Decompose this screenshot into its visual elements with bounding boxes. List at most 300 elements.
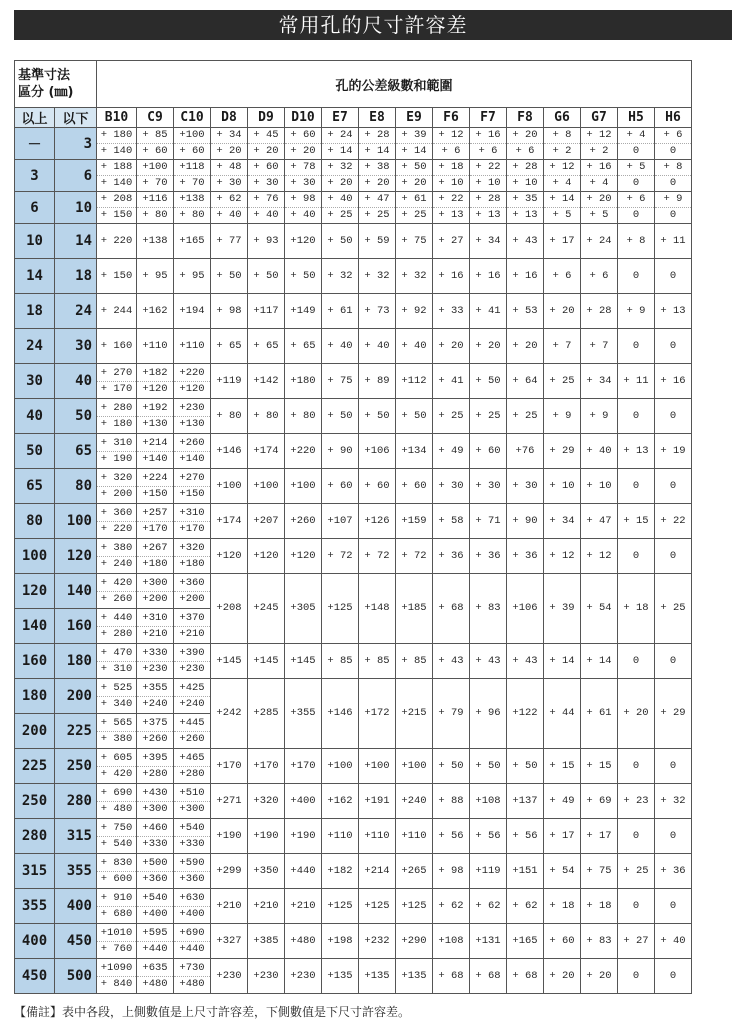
grade-header: E7 (322, 108, 359, 128)
tolerance-cell: + 6 (544, 259, 581, 294)
tolerance-cell (137, 784, 174, 819)
tolerance-cell: +125 (359, 889, 396, 924)
tolerance-cell (248, 192, 285, 224)
upper-tolerance: + 180 (97, 128, 136, 144)
tolerance-cell: +190 (285, 819, 322, 854)
lower-tolerance: +150 (179, 487, 205, 500)
lower-tolerance: + 840 (100, 977, 133, 990)
base-size-unit-label: 區分 (㎜) (18, 85, 74, 100)
tolerance-cell (97, 784, 137, 819)
upper-tolerance: + 50 (396, 160, 432, 176)
upper-tolerance: + 420 (97, 576, 136, 592)
tolerance-cell: + 50 (396, 399, 433, 434)
lower-tolerance: + 6 (441, 145, 461, 157)
table-row (15, 749, 692, 784)
tolerance-cell (174, 539, 211, 574)
tolerance-cell: + 54 (581, 574, 618, 644)
grade-header: E9 (396, 108, 433, 128)
lower-tolerance: + 13 (438, 209, 464, 221)
tolerance-cell: + 6 (581, 259, 618, 294)
tolerance-cell: + 15 (544, 749, 581, 784)
tolerance-cell: + 40 (581, 434, 618, 469)
upper-tolerance: + 9 (655, 192, 691, 208)
size-over: 18 (15, 294, 55, 329)
size-upto: 120 (55, 539, 97, 574)
upper-tolerance: + 270 (97, 366, 136, 382)
upper-tolerance: +300 (137, 576, 173, 592)
lower-tolerance: + 25 (364, 209, 390, 221)
upper-tolerance: +360 (174, 576, 210, 592)
upper-tolerance: + 35 (507, 192, 543, 208)
tolerance-cell: + 16 (507, 259, 544, 294)
tolerance-cell: +215 (396, 679, 433, 749)
tolerance-cell (137, 714, 174, 749)
lower-tolerance: + 60 (179, 145, 205, 157)
tolerance-cell: +110 (359, 819, 396, 854)
lower-tolerance: +200 (142, 592, 168, 605)
tolerance-cell: +400 (285, 784, 322, 819)
table-row (15, 784, 692, 819)
upper-tolerance: + 605 (97, 751, 136, 767)
tolerance-cell: +480 (285, 924, 322, 959)
lower-tolerance: +180 (179, 557, 205, 570)
lower-tolerance: + 140 (100, 145, 133, 157)
tolerance-cell (174, 434, 211, 469)
tolerance-cell (97, 714, 137, 749)
tolerance-cell (322, 160, 359, 192)
tolerance-cell: + 36 (433, 539, 470, 574)
size-upto: 10 (55, 192, 97, 224)
lower-tolerance: + 10 (512, 177, 538, 189)
tolerance-cell: + 25 (507, 399, 544, 434)
size-over: 14 (15, 259, 55, 294)
table-row (15, 469, 692, 504)
tolerance-cell: +110 (396, 819, 433, 854)
size-over: 250 (15, 784, 55, 819)
size-over: 140 (15, 609, 55, 644)
lower-tolerance: + 20 (327, 177, 353, 189)
tolerance-cell (174, 574, 211, 609)
upper-tolerance: +260 (174, 436, 210, 452)
upper-tolerance: + 18 (433, 160, 469, 176)
tolerance-cell: + 80 (248, 399, 285, 434)
tolerance-cell (174, 364, 211, 399)
upper-tolerance: + 16 (470, 128, 506, 144)
upper-tolerance: + 60 (248, 160, 284, 176)
size-upto: 3 (55, 128, 97, 160)
lower-tolerance: 0 (669, 177, 677, 189)
lower-tolerance: + 190 (100, 452, 133, 465)
tolerance-cell: 0 (618, 749, 655, 784)
tolerance-cell: + 27 (618, 924, 655, 959)
tolerance-cell: + 72 (322, 539, 359, 574)
upper-tolerance: +310 (174, 506, 210, 522)
tolerance-cell: + 90 (322, 434, 359, 469)
tolerance-cell (97, 434, 137, 469)
upper-tolerance: +595 (137, 926, 173, 942)
tolerance-cell (97, 854, 137, 889)
table-row (15, 259, 692, 294)
table-row (15, 679, 692, 714)
upper-tolerance: + 20 (507, 128, 543, 144)
upper-tolerance: +630 (174, 891, 210, 907)
tolerance-cell: +112 (396, 364, 433, 399)
tolerance-cell: +125 (396, 889, 433, 924)
upper-tolerance: + 38 (359, 160, 395, 176)
upper-tolerance: +224 (137, 471, 173, 487)
tolerance-cell: +165 (507, 924, 544, 959)
upper-tolerance: +1010 (97, 926, 136, 942)
lower-tolerance: +440 (142, 942, 168, 955)
lower-tolerance: + 20 (253, 145, 279, 157)
tolerance-cell (174, 889, 211, 924)
lower-tolerance: + 220 (100, 522, 133, 535)
tolerance-cell: + 39 (544, 574, 581, 644)
upper-tolerance: +590 (174, 856, 210, 872)
tolerance-cell: +149 (285, 294, 322, 329)
tolerance-cell (137, 574, 174, 609)
upper-tolerance: +500 (137, 856, 173, 872)
size-over: 180 (15, 679, 55, 714)
tolerance-cell: + 56 (470, 819, 507, 854)
size-upto: 14 (55, 224, 97, 259)
lower-tolerance: + 140 (100, 177, 133, 189)
size-upto: 18 (55, 259, 97, 294)
lower-tolerance: + 60 (142, 145, 168, 157)
upper-tolerance: +395 (137, 751, 173, 767)
upper-tolerance: + 32 (322, 160, 358, 176)
lower-tolerance: +480 (179, 977, 205, 990)
upper-tolerance: +182 (137, 366, 173, 382)
upper-tolerance: + 48 (211, 160, 247, 176)
tolerance-cell: + 62 (507, 889, 544, 924)
tolerance-cell (97, 128, 137, 160)
tolerance-cell (396, 160, 433, 192)
tolerance-cell: +210 (211, 889, 248, 924)
size-over: 6 (15, 192, 55, 224)
lower-tolerance: +280 (179, 767, 205, 780)
lower-tolerance: +180 (142, 557, 168, 570)
table-row (15, 294, 692, 329)
tolerance-cell: +385 (248, 924, 285, 959)
size-upto: 250 (55, 749, 97, 784)
tolerance-cell: +162 (322, 784, 359, 819)
size-over: 280 (15, 819, 55, 854)
lower-tolerance: + 20 (401, 177, 427, 189)
tolerance-cell: + 95 (137, 259, 174, 294)
upper-tolerance: + 12 (581, 128, 617, 144)
tolerance-cell: + 50 (359, 399, 396, 434)
upper-tolerance: + 8 (655, 160, 691, 176)
upper-tolerance: + 76 (248, 192, 284, 208)
tolerance-cell (174, 128, 211, 160)
tolerance-cell (137, 160, 174, 192)
tolerance-cell: +135 (322, 959, 359, 994)
tolerance-cell: +125 (322, 889, 359, 924)
size-over: 100 (15, 539, 55, 574)
tolerance-cell: +207 (248, 504, 285, 539)
tolerance-cell: + 47 (581, 504, 618, 539)
size-over: 120 (15, 574, 55, 609)
lower-tolerance: + 680 (100, 907, 133, 920)
lower-tolerance: + 2 (589, 145, 609, 157)
tolerance-cell (137, 504, 174, 539)
tolerance-cell (137, 924, 174, 959)
tolerance-cell (137, 192, 174, 224)
tolerance-cell (137, 128, 174, 160)
tolerance-cell: +122 (507, 679, 544, 749)
tolerance-cell (174, 819, 211, 854)
lower-tolerance: + 14 (327, 145, 353, 157)
tolerance-cell: + 20 (544, 959, 581, 994)
tolerance-cell (507, 160, 544, 192)
tolerance-cell: + 83 (581, 924, 618, 959)
lower-tolerance: +130 (179, 417, 205, 430)
upper-tolerance: + 12 (433, 128, 469, 144)
tolerance-table (14, 60, 692, 994)
table-row (15, 504, 692, 539)
lower-tolerance: + 14 (364, 145, 390, 157)
tolerance-cell (655, 160, 692, 192)
tolerance-cell: +138 (137, 224, 174, 259)
grade-header: G7 (581, 108, 618, 128)
size-upto: 40 (55, 364, 97, 399)
tolerance-cell: + 10 (544, 469, 581, 504)
lower-tolerance: + 540 (100, 837, 133, 850)
upto-header: 以下 (55, 108, 97, 128)
size-upto: 140 (55, 574, 97, 609)
lower-tolerance: +230 (179, 662, 205, 675)
tolerance-cell: + 65 (248, 329, 285, 364)
lower-tolerance: +360 (142, 872, 168, 885)
tolerance-cell: +145 (285, 644, 322, 679)
lower-tolerance: + 20 (290, 145, 316, 157)
lower-tolerance: + 14 (401, 145, 427, 157)
tolerance-cell: +119 (211, 364, 248, 399)
tolerance-cell: + 10 (581, 469, 618, 504)
lower-tolerance: + 70 (142, 177, 168, 189)
upper-tolerance: + 188 (97, 160, 136, 176)
tolerance-cell: + 77 (211, 224, 248, 259)
tolerance-cell (174, 399, 211, 434)
lower-tolerance: +440 (179, 942, 205, 955)
tolerance-cell: + 9 (618, 294, 655, 329)
upper-tolerance: + 470 (97, 646, 136, 662)
tolerance-cell: +146 (322, 679, 359, 749)
tolerance-cell: + 40 (359, 329, 396, 364)
upper-tolerance: + 39 (396, 128, 432, 144)
tolerance-cell: + 68 (433, 959, 470, 994)
grade-header: F7 (470, 108, 507, 128)
tolerance-cell: + 50 (470, 749, 507, 784)
tolerance-cell (97, 749, 137, 784)
size-upto: 200 (55, 679, 97, 714)
tolerance-cell: +134 (396, 434, 433, 469)
tolerance-cell: +320 (248, 784, 285, 819)
size-upto: 160 (55, 609, 97, 644)
tolerance-cell: +242 (211, 679, 248, 749)
tolerance-cell (396, 192, 433, 224)
tolerance-cell (137, 679, 174, 714)
tolerance-cell: +135 (359, 959, 396, 994)
tolerance-cell: +100 (211, 469, 248, 504)
upper-tolerance: +540 (137, 891, 173, 907)
lower-tolerance: + 70 (179, 177, 205, 189)
tolerance-cell (544, 192, 581, 224)
size-upto: 400 (55, 889, 97, 924)
tolerance-cell (97, 160, 137, 192)
size-over: 30 (15, 364, 55, 399)
tolerance-cell: + 60 (322, 469, 359, 504)
tolerance-cell: +327 (211, 924, 248, 959)
upper-tolerance: +540 (174, 821, 210, 837)
grade-header: D8 (211, 108, 248, 128)
tolerance-cell: +198 (322, 924, 359, 959)
tolerance-cell: + 7 (544, 329, 581, 364)
lower-tolerance: +400 (179, 907, 205, 920)
tolerance-cell: +148 (359, 574, 396, 644)
lower-tolerance: + 30 (216, 177, 242, 189)
upper-tolerance: + 910 (97, 891, 136, 907)
lower-tolerance: +230 (142, 662, 168, 675)
tolerance-cell: 0 (655, 819, 692, 854)
lower-tolerance: +170 (142, 522, 168, 535)
tolerance-cell: + 50 (322, 399, 359, 434)
lower-tolerance: +330 (179, 837, 205, 850)
tolerance-cell: + 60 (359, 469, 396, 504)
lower-tolerance: +210 (142, 627, 168, 640)
tolerance-cell: + 65 (211, 329, 248, 364)
tolerance-cell: + 83 (470, 574, 507, 644)
tolerance-cell: 0 (618, 889, 655, 924)
lower-tolerance: 0 (632, 145, 640, 157)
size-over: 160 (15, 644, 55, 679)
tolerance-cell (174, 609, 211, 644)
tolerance-cell: +110 (322, 819, 359, 854)
tolerance-cell (433, 128, 470, 160)
tolerance-cell: + 68 (470, 959, 507, 994)
tolerance-cell: + 25 (655, 574, 692, 644)
tolerance-cell: + 88 (433, 784, 470, 819)
tolerance-cell: + 80 (285, 399, 322, 434)
tolerance-cell: + 93 (248, 224, 285, 259)
lower-tolerance: + 6 (478, 145, 498, 157)
upper-tolerance: +390 (174, 646, 210, 662)
tolerance-cell: + 40 (655, 924, 692, 959)
tolerance-cell: + 41 (433, 364, 470, 399)
size-upto: 315 (55, 819, 97, 854)
tolerance-cell: + 16 (655, 364, 692, 399)
tolerance-cell: +110 (174, 329, 211, 364)
tolerance-cell: 0 (655, 539, 692, 574)
lower-tolerance: + 280 (100, 627, 133, 640)
base-size-header (15, 61, 97, 108)
tolerance-cell (97, 399, 137, 434)
tolerance-cell: + 36 (507, 539, 544, 574)
tolerance-cell: + 9 (581, 399, 618, 434)
table-row (15, 192, 692, 224)
tolerance-cell: + 62 (433, 889, 470, 924)
tolerance-cell (137, 959, 174, 994)
tolerance-cell (174, 679, 211, 714)
tolerance-cell: + 40 (322, 329, 359, 364)
lower-tolerance: +400 (142, 907, 168, 920)
tolerance-cell: +190 (248, 819, 285, 854)
upper-tolerance: + 28 (359, 128, 395, 144)
upper-tolerance: +375 (137, 716, 173, 732)
tolerance-cell: +162 (137, 294, 174, 329)
tolerance-cell: + 25 (470, 399, 507, 434)
tolerance-cell: 0 (655, 959, 692, 994)
upper-tolerance: + 85 (137, 128, 173, 144)
tolerance-cell: +285 (248, 679, 285, 749)
upper-tolerance: + 40 (322, 192, 358, 208)
tolerance-cell (174, 504, 211, 539)
lower-tolerance: +280 (142, 767, 168, 780)
tolerance-cell (211, 128, 248, 160)
upper-tolerance: + 525 (97, 681, 136, 697)
upper-tolerance: + 565 (97, 716, 136, 732)
size-over: 3 (15, 160, 55, 192)
lower-tolerance: + 4 (589, 177, 609, 189)
tolerance-cell: 0 (618, 469, 655, 504)
lower-tolerance: + 310 (100, 662, 133, 675)
upper-tolerance: + 360 (97, 506, 136, 522)
tolerance-cell: 0 (655, 644, 692, 679)
tolerance-cell (174, 749, 211, 784)
upper-tolerance: +425 (174, 681, 210, 697)
tolerance-cell: + 17 (544, 819, 581, 854)
table-row (15, 854, 692, 889)
tolerance-cell (618, 192, 655, 224)
tolerance-cell: + 11 (618, 364, 655, 399)
tolerance-cell: + 72 (396, 539, 433, 574)
lower-tolerance: +140 (179, 452, 205, 465)
upper-tolerance: + 78 (285, 160, 321, 176)
tolerance-cell: +120 (285, 539, 322, 574)
lower-tolerance: +240 (142, 697, 168, 710)
tolerance-cell: 0 (655, 399, 692, 434)
tolerance-cell (174, 714, 211, 749)
lower-tolerance: + 80 (179, 209, 205, 221)
upper-tolerance: + 60 (285, 128, 321, 144)
tolerance-cell: + 12 (581, 539, 618, 574)
tolerance-cell (507, 128, 544, 160)
size-over: 50 (15, 434, 55, 469)
tolerance-cell: + 28 (581, 294, 618, 329)
tolerance-cell: + 60 (544, 924, 581, 959)
size-over: 400 (15, 924, 55, 959)
tolerance-cell: +350 (248, 854, 285, 889)
tolerance-cell: + 44 (544, 679, 581, 749)
grade-header: G6 (544, 108, 581, 128)
upper-tolerance: + 98 (285, 192, 321, 208)
tolerance-cell: +120 (248, 539, 285, 574)
upper-tolerance: +100 (137, 160, 173, 176)
tolerance-cell: +191 (359, 784, 396, 819)
tolerance-cell: 0 (618, 539, 655, 574)
tolerance-cell (97, 644, 137, 679)
lower-tolerance: +130 (142, 417, 168, 430)
tolerance-cell (359, 192, 396, 224)
table-row (15, 644, 692, 679)
tolerance-cell (97, 924, 137, 959)
tolerance-cell: +142 (248, 364, 285, 399)
tolerance-cell (97, 504, 137, 539)
grade-header: F8 (507, 108, 544, 128)
tolerance-cell: + 56 (507, 819, 544, 854)
tolerance-cell: +100 (322, 749, 359, 784)
